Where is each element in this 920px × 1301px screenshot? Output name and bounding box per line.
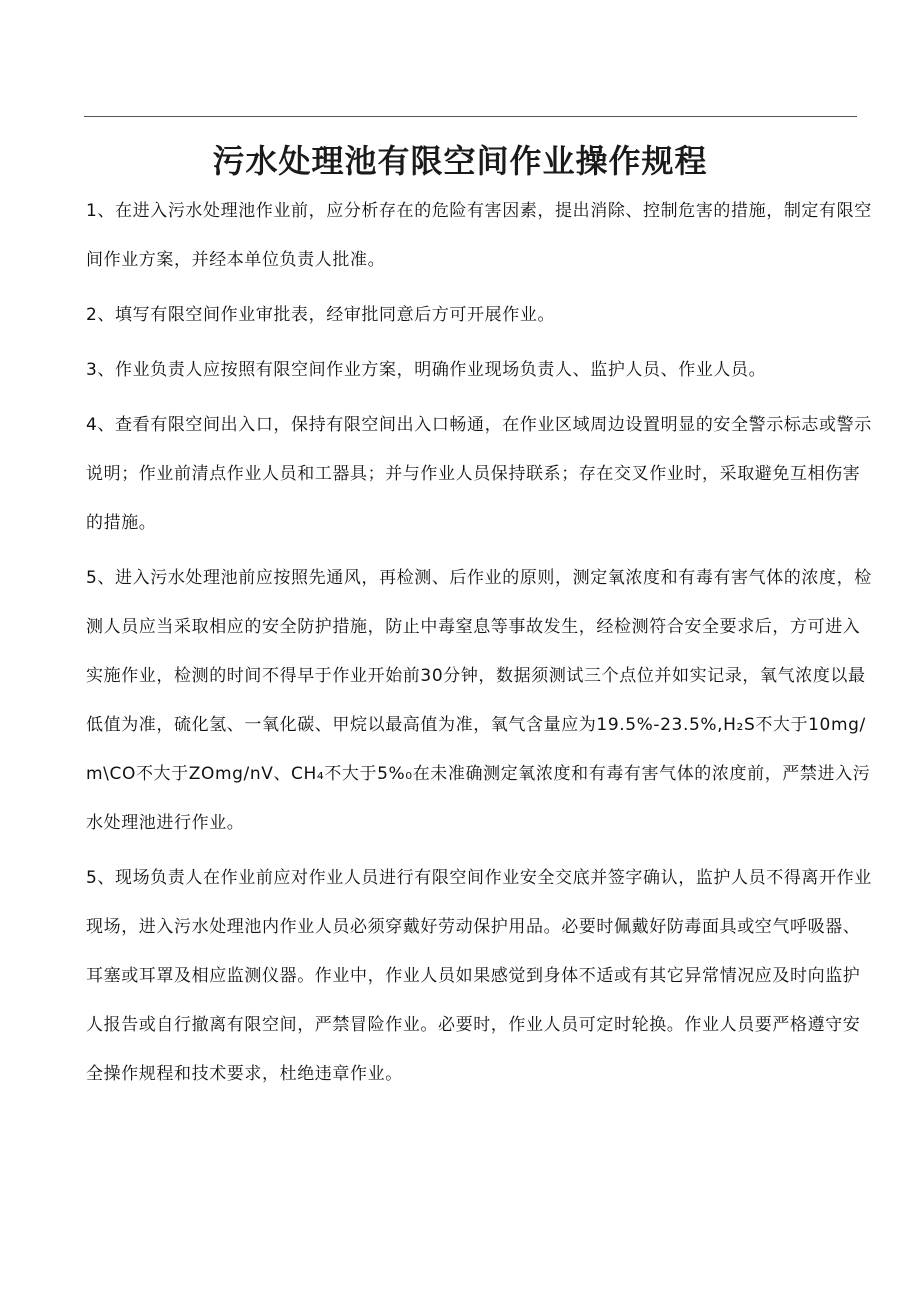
paragraph-6: 5、现场负责人在作业前应对作业人员进行有限空间作业安全交底并签字确认，监护人员不得离开作业现场，进入污水处理池内作业人员必须穿戴好劳动保护用品。必要时佩戴好防毒面具或空气呼吸器、耳塞或耳罩及相应监测仪器。作业中，作业人员如果感觉到身体不适或有其它异常情况应及时向监护人报告或自行撤离有限空间，严禁冒险作业。必要时，作业人员可定时轮换。作业人员要严格遵守安全操作规程和技术要求，杜绝违章作业。 — [86, 868, 872, 1084]
paragraph-4: 4、查看有限空间出入口，保持有限空间出入口畅通，在作业区域周边设置明显的安全警示标志或警示说明；作业前清点作业人员和工器具；并与作业人员保持联系；存在交叉作业时，采取避免互相伤害的措施。 — [86, 415, 872, 533]
page-title: 污水处理池有限空间作业操作规程 — [212, 142, 708, 181]
paragraph-1: 1、在进入污水处理池作业前，应分析存在的危险有害因素，提出消除、控制危害的措施，制定有限空间作业方案，并经本单位负责人批准。 — [86, 201, 872, 270]
paragraph-2: 2、填写有限空间作业审批表，经审批同意后方可开展作业。 — [86, 305, 556, 325]
header-rule — [84, 116, 857, 117]
document-body — [86, 187, 876, 1105]
paragraph-3: 3、作业负责人应按照有限空间作业方案，明确作业现场负责人、监护人员、作业人员。 — [86, 360, 767, 380]
paragraph-5: 5、进入污水处理池前应按照先通风，再检测、后作业的原则，测定氧浓度和有毒有害气体的浓度，检测人员应当采取相应的安全防护措施，防止中毒窒息等事故发生，经检测符合安全要求后，方可进入实施作业，检测的时间不得早于作业开始前30分钟，数据须测试三个点位并如实记录，氧气浓度以最低值为准，硫化氢、一氧化碳、甲烷以最高值为准，氧气含量应为19.5%-23.5%,H₂S不大于10mg∕m\CO不大于ZOmg/nV、CH₄不大于5%₀在未准确测定氧浓度和有毒有害气体的浓度前，严禁进入污水处理池进行作业。 — [86, 568, 872, 833]
